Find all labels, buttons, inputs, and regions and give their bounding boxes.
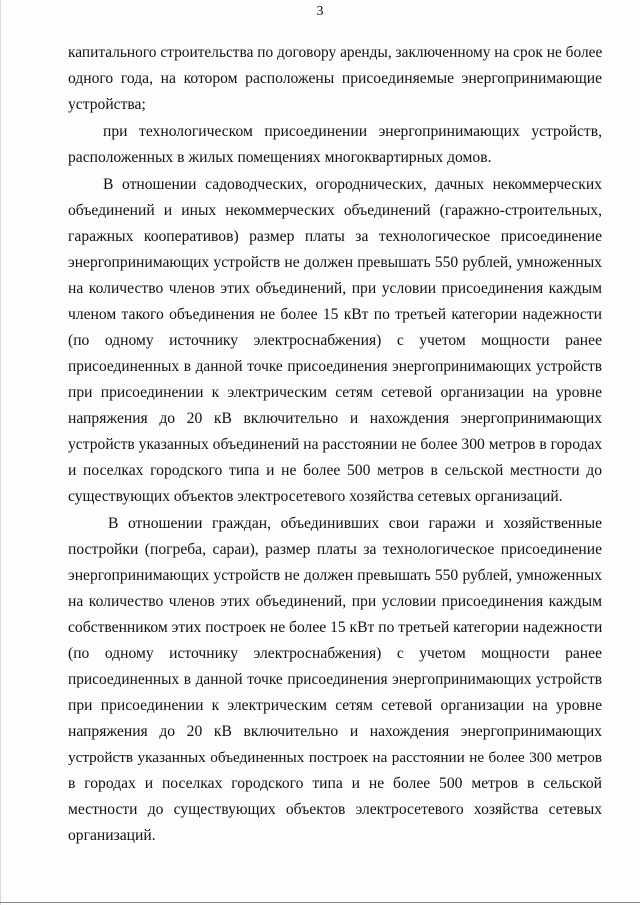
page-number: 3: [316, 4, 324, 19]
text-line: существующих объектов электросетевого хозяйства сетевых организаций.: [68, 488, 563, 505]
text-line: членом такого объединения не более 15 кВт по третьей категории надежности: [68, 306, 602, 323]
text-line: собственником этих построек не более 15 кВт по третьей категории надежности: [68, 619, 603, 636]
text-line: (по одному источнику электроснабжения) с учетом мощности ранее: [68, 645, 602, 662]
text-line: при присоединении к электрическим сетям сетевой организации на уровне: [68, 384, 602, 401]
text-line: капитального строительства по договору аренды, заключенному на срок не более: [68, 44, 603, 61]
text-line: постройки (погреба, сараи), размер платы за технологическое присоединение: [68, 541, 602, 558]
text-line: расположенных в жилых помещениях многоквартирных домов.: [68, 149, 492, 166]
text-line: и поселках городского типа и не более 500 метров в сельской местности до: [68, 462, 602, 479]
text-line: В отношении садоводческих, огороднических, дачных некоммерческих: [103, 176, 602, 193]
text-line: энергопринимающих устройств не должен превышать 550 рублей, умноженных: [68, 254, 602, 271]
text-line: устройства;: [68, 96, 146, 113]
text-line: присоединенных в данной точке присоединения энергопринимающих устройств: [68, 671, 602, 688]
text-line: одного года, на котором расположены присоединяемые энергопринимающие: [68, 70, 602, 87]
text-line: при присоединении к электрическим сетям сетевой организации на уровне: [68, 697, 602, 714]
text-line: организаций.: [68, 827, 156, 844]
text-line: напряжения до 20 кВ включительно и нахождения энергопринимающих: [68, 410, 602, 427]
text-line: при технологическом присоединении энергопринимающих устройств,: [103, 123, 602, 140]
text-line: объединений и иных некоммерческих объединений (гаражно-строительных,: [68, 202, 602, 219]
text-line: напряжения до 20 кВ включительно и нахождения энергопринимающих: [68, 723, 602, 740]
text-line: местности до существующих объектов электросетевого хозяйства сетевых: [68, 801, 602, 818]
text-line: на количество членов этих объединений, при условии присоединения каждым: [68, 280, 602, 297]
page-bottom-edge: [0, 902, 640, 903]
page-left-edge: [0, 0, 1, 905]
text-line: в городах и поселках городского типа и не более 500 метров в сельской: [68, 775, 602, 792]
text-line: устройств указанных объединенных построек на расстоянии не более 300 метров: [68, 749, 602, 766]
text-line: гаражных кооперативов) размер платы за технологическое присоединение: [68, 228, 602, 245]
text-line: устройств указанных объединений на расстоянии не более 300 метров в городах: [68, 436, 603, 453]
text-line: В отношении граждан, объединивших свои гаражи и хозяйственные: [108, 515, 602, 532]
text-line: присоединенных в данной точке присоединения энергопринимающих устройств: [68, 358, 602, 375]
text-line: энергопринимающих устройств не должен превышать 550 рублей, умноженных: [68, 567, 602, 584]
text-line: (по одному источнику электроснабжения) с учетом мощности ранее: [68, 332, 602, 349]
text-line: на количество членов этих объединений, при условии присоединения каждым: [68, 593, 602, 610]
